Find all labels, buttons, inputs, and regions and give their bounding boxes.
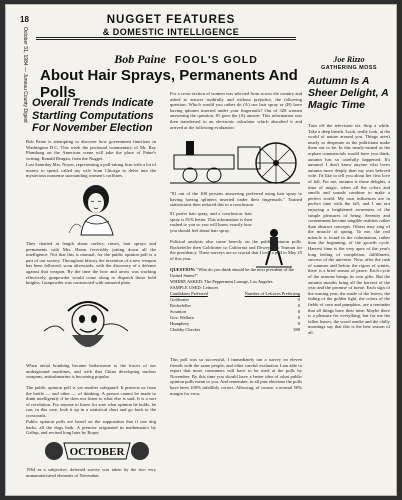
steam-locomotive-engraving — [168, 133, 304, 189]
left-paragraph: They chatted at length about curlers, rinses, hair sprays and permanents with Mrs. Hearn feverishly jotting down all the intelligence. Not that this is unusual, for the public opinion poll is a part of our society. Throughout history the invention of a new weapon has been followed, soon afterwards, with the discovery of a defense against that weapon. By the time the bow and arrow was working effectively, gunpowder would come along to dispatch those bold knights. Gunpowder was constructed with armored plate. — [26, 241, 156, 286]
headline: About Hair Sprays, Permanents And Polls — [40, 67, 298, 101]
author-name: Bob Paine — [114, 52, 166, 66]
cartoon-man-engraving — [38, 297, 136, 361]
masthead-subtitle: & DOMESTIC INTELLIGENCE — [102, 27, 240, 37]
page-number: 18 — [20, 15, 29, 24]
poll-row: Chubby Checker 380 — [170, 327, 300, 332]
center-paragraph: "81 out of the 100 persons answering preferred using hair spray to having having splinters inserted under their fingernails." Trained statisticians then reduced this to a conclusion: — [170, 191, 302, 208]
right-body: Turn off the television set. Stop a while. Take a deep breath. Look, really look, at the world of nature around you. Things aren't nearly so desperate as the politicians make them out to be. In this nearly-ruined as the orphan commercials would have you think, autumn has so carefully happened. It's autumn! I don't know anyone who loves autumn more deeply than my own beloved wife. I'd like to tell you about her first love of fall. For me, autumn is those delights, a time of magic, when all the colors and smells and sounds combine to make a perfect world. My own influences are in perfect tune with the fall, and I am not enjoying a heightened awareness of the simple pleasures of being. Serenity and contentment become tangible realities rather than abstract concepts. Others may sing of the miracle of spring. To me, the real miracle is found in the culmination, rather than the beginning, of the growth cycle. Harvest time is the very apex of the year's long feeling of completion, fulfillment, success of the universe. Now, after the rush of summer and before the rigors of winter, there is a brief season of peace. Each cycle of the seasons brings its own gifts. But the autumn months bring all the harvest of the year and the promise of home. Each sign of the waning year, the rustle of the leaves, the fading of the golden light, the colors of the fields of corn and pumpkins, are a reminder that all things have their time. Maybe there is a pleasure for everything, but for me the fallen leaves, the wood smoke and the chilly mornings say that this is the best season of all. — [308, 123, 390, 335]
poll-table: QUESTION: "Who do you think should be the next president of the United States?" WHERE ASKED: The Peppermint Lounge, Los Angeles SAMPLE USED: Lettuces Candidates Preferred Number of Lettuces Preferring Goldwater 0 Rockefeller 0 Scranton 0 Gov. Wallace 0 Humphrey 0 Chubby Checker 380 — [170, 267, 300, 332]
woman-portrait-engraving — [61, 181, 131, 237]
newspaper-page — [5, 4, 397, 496]
banner-text: OCTOBER — [69, 446, 125, 458]
poll-row: Scranton 0 — [170, 309, 300, 314]
byline — [86, 52, 286, 67]
left-paragraph: The public opinion poll is yet another safeguard. It protects us from the bottle — and other — of thinking. A person cannot be made to think intelligently if he does not listen to what else is said. It is a sort of revolution. For anyone to know for sure what opinion he holds, he can, in this case, look it up in a statistical chart and go back to the crossroads. — [26, 385, 156, 418]
center-paragraph: This poll was so successful, I immediately ran a survey on eleven friends with the same people, and other careful evaluation I am able to report that more consumers will have to be used at the polls by November. By this time you should have a better idea of what public opinion polls mean to you. And remember, in all past elections the polls have been 100% infallibly correct. Allowing, of course, a normal 50% margin for error. — [170, 357, 302, 396]
poll-where: WHERE ASKED: The Peppermint Lounge, Los Angeles — [170, 279, 273, 284]
column-logo-sub: GATHERING MOSS — [321, 65, 377, 71]
running-head: October 31, 1984 — Juneau County Digest — [22, 27, 28, 123]
poll-col-header: Candidates Preferred — [170, 291, 208, 296]
poll-col-header: Number of Lettuces Preferring — [244, 291, 300, 296]
poll-row: Rockefeller 0 — [170, 303, 300, 308]
left-bottom-text: 1964 as a subjective, deferred survey was taken by the two very unmanufactured elements of November. — [26, 467, 156, 478]
column-title: FOOL'S GOLD — [174, 54, 258, 66]
column-logo: Joe Rizzo — [333, 55, 365, 64]
masthead — [76, 14, 266, 37]
left-paragraph: Last Saturday Mrs. Noyes, representing a poll-taking firm with a lot of money to spend, called my wife from Chicago to delve into the mysterious nonsense surrounding women's coiffures. — [26, 162, 156, 179]
poll-row: Goldwater 0 — [170, 297, 300, 302]
center-paragraph: Political analysts also come heavily on the public opinion polls. Rockefeller then Goldwater to California and Dewey beat Truman for the presidency. These surveys are so crucial that I took a poll to May 25 of this year. — [170, 239, 302, 261]
masthead-title: NUGGET FEATURES — [106, 14, 236, 26]
masthead-rule — [36, 39, 296, 40]
center-paragraph: For a cross-section of women was selected from across the country and asked to answer truthfully and without prejudice, the following question: Which would you rather do (A) use hair spray or (B) have having iphones inserted under your fingernails? Out of 328 women answering the question, 81 gave the (A) answer. This information was then transferred to an electronic calculator which absorbed it and arrived at the following evaluation: — [170, 91, 302, 130]
masthead-rule — [36, 37, 296, 38]
center-paragraph: 81 prefer hair spray, and a conclusion: hair spray is 81% better. This information is then rushed to you so you will know exactly how you should feel about hair spray. — [170, 211, 252, 233]
right-column — [308, 55, 390, 111]
poll-sample: SAMPLE USED: Lettuces — [170, 285, 219, 290]
left-paragraph: Public opinion polls are based on the supposition that if one dog barks, all the dogs bark. A premise originated in mathematics by Gallup, and revised long later by Roper. — [26, 419, 156, 436]
poll-row: Humphrey 0 — [170, 321, 300, 326]
left-intro: Bob Paine is attempting to discover how government functions in Washington D.C. This week the profound commentary of Mr. Ray Plansburg on the American scene will take the place of Paine's writing. Ronald Reagan, from the Nugget. — [26, 139, 156, 161]
right-headline: Autumn Is A Sheer Delight, A Magic Time — [308, 75, 389, 112]
deck: Overall Trends Indicate Startling Computations For November Election — [32, 97, 154, 135]
poll-row: Gov. Wallace 0 — [170, 315, 300, 320]
october-pumpkin-banner — [42, 435, 152, 465]
left-paragraph: When aerial bombing became bothersome to the forces of our underground machines, and with that China developing nuclear weapons, antisubmarine is becoming popular. — [26, 363, 156, 380]
